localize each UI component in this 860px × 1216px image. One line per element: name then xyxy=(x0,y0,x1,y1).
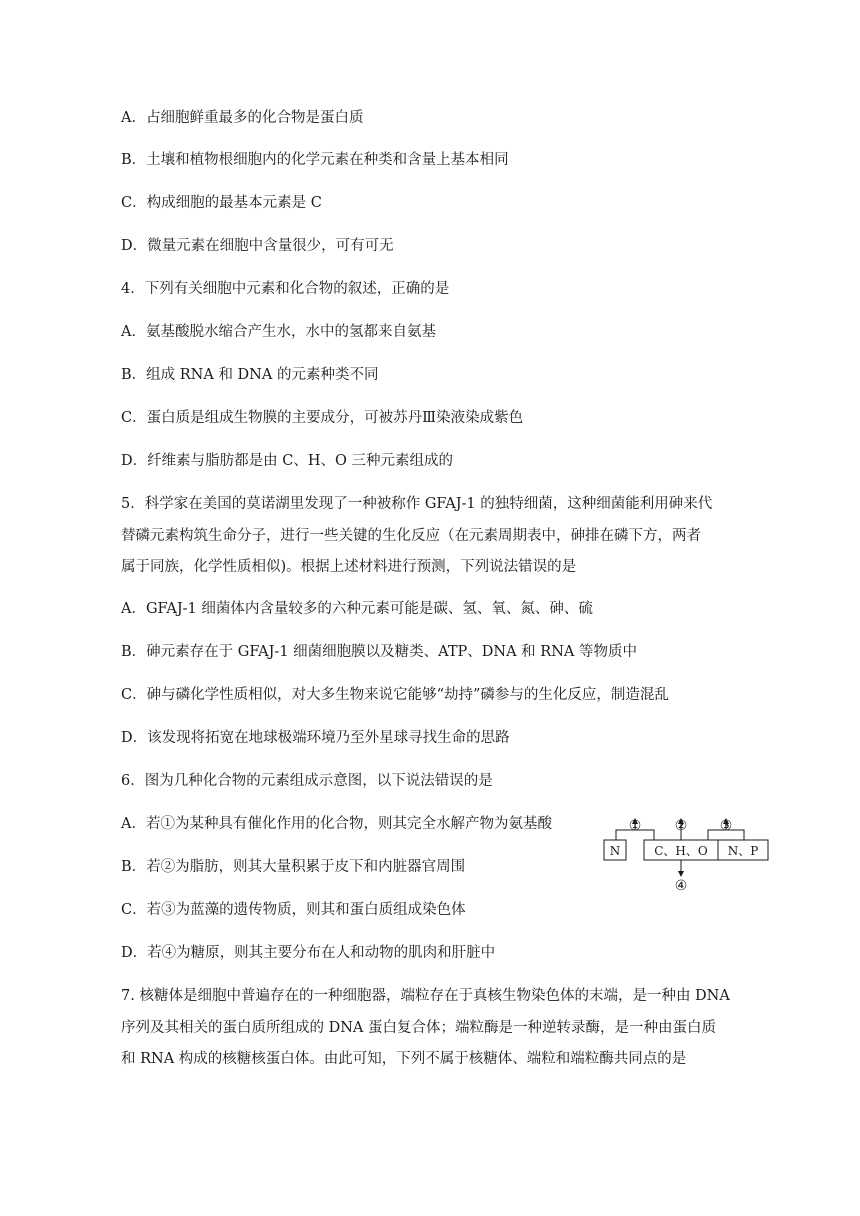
question-4-stem: 4．下列有关细胞中元素和化合物的叙述，正确的是 xyxy=(121,281,450,297)
option-3c: C．构成细胞的最基本元素是 C xyxy=(121,195,322,211)
box-n-label: N xyxy=(609,844,621,858)
question-7-stem-line-2: 序列及其相关的蛋白质所组成的 DNA 蛋白复合体；端粒酶是一种逆转录酶，是一种由蛋白质 xyxy=(121,1020,716,1036)
option-3d: D．微量元素在细胞中含量很少，可有可无 xyxy=(121,238,394,254)
option-6c: C．若③为蓝藻的遗传物质，则其和蛋白质组成染色体 xyxy=(121,902,466,918)
element-composition-diagram xyxy=(598,818,774,896)
option-6d: D．若④为糖原，则其主要分布在人和动物的肌肉和肝脏中 xyxy=(121,945,496,961)
question-5-stem-line-1: 5．科学家在美国的莫诺湖里发现了一种被称作 GFAJ-1 的独特细菌，这种细菌能利用砷来代 xyxy=(121,496,713,512)
box-np-label: N、P xyxy=(727,844,759,858)
question-5-stem-line-2: 替磷元素构筑生命分子，进行一些关键的生化反应（在元素周期表中，砷排在磷下方，两者 xyxy=(121,528,701,544)
box-cho-label: C、H、O xyxy=(654,844,708,858)
label-3: ③ xyxy=(719,818,733,834)
question-5-stem-line-3: 属于同族，化学性质相似)。根据上述材料进行预测，下列说法错误的是 xyxy=(121,559,577,575)
option-5c: C．砷与磷化学性质相似，对大多生物来说它能够“劫持”磷参与的生化反应，制造混乱 xyxy=(121,687,669,703)
question-7-stem-line-1: 7. 核糖体是细胞中普遍存在的一种细胞器，端粒存在于真核生物染色体的末端，是一种由 DNA xyxy=(121,988,730,1004)
label-4: ④ xyxy=(674,878,688,894)
question-6-stem: 6．图为几种化合物的元素组成示意图，以下说法错误的是 xyxy=(121,773,493,789)
option-3b: B．土壤和植物根细胞内的化学元素在种类和含量上基本相同 xyxy=(121,152,509,168)
label-1: ① xyxy=(628,818,642,834)
option-4b: B．组成 RNA 和 DNA 的元素种类不同 xyxy=(121,367,379,383)
option-4c: C．蛋白质是组成生物膜的主要成分，可被苏丹Ⅲ染液染成紫色 xyxy=(121,410,524,426)
question-7-stem-line-3: 和 RNA 构成的核糖核蛋白体。由此可知，下列不属于核糖体、端粒和端粒酶共同点的是 xyxy=(121,1051,687,1067)
label-2: ② xyxy=(674,818,688,834)
option-3a: A．占细胞鲜重最多的化合物是蛋白质 xyxy=(121,110,364,126)
option-5b: B．砷元素存在于 GFAJ-1 细菌细胞膜以及糖类、ATP、DNA 和 RNA 等物质中 xyxy=(121,644,637,660)
option-6a: A．若①为某种具有催化作用的化合物，则其完全水解产物为氨基酸 xyxy=(121,816,552,832)
option-4d: D．纤维素与脂肪都是由 C、H、O 三种元素组成的 xyxy=(121,453,453,469)
option-6b: B．若②为脂肪，则其大量积累于皮下和内脏器官周围 xyxy=(121,859,466,875)
option-4a: A．氨基酸脱水缩合产生水，水中的氢都来自氨基 xyxy=(121,324,436,340)
option-5a: A．GFAJ-1 细菌体内含量较多的六种元素可能是碳、氢、氧、氮、砷、硫 xyxy=(121,601,593,617)
option-5d: D．该发现将拓宽在地球极端环境乃至外星球寻找生命的思路 xyxy=(121,730,510,746)
